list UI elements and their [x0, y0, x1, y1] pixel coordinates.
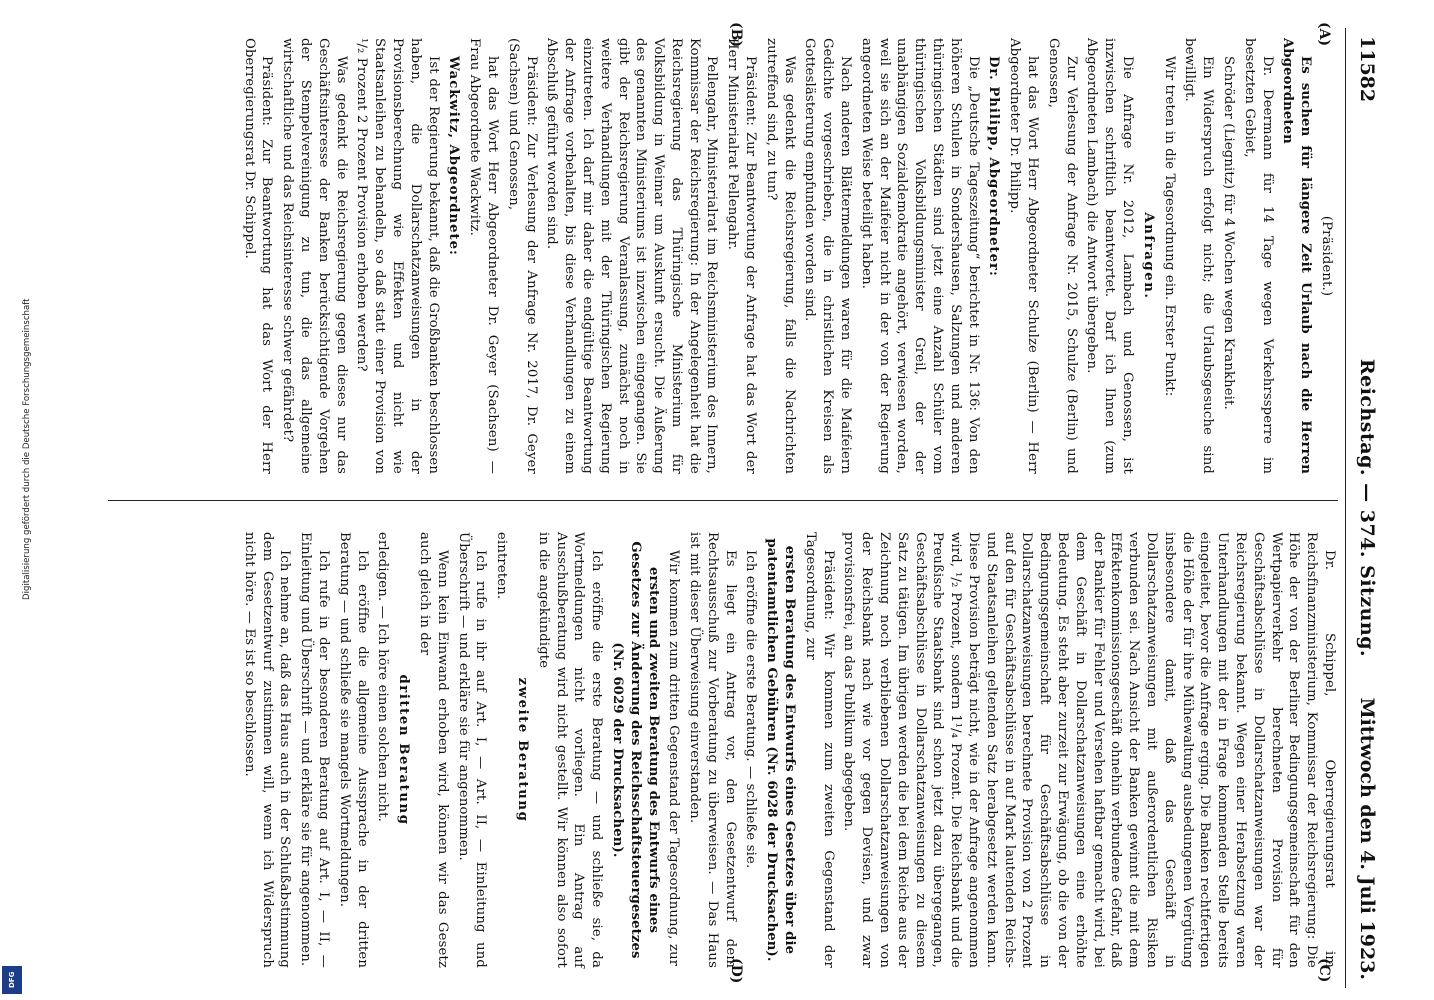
paragraph: Wir kommen zum dritten Gegenstand der Tagesordnung, zur [666, 550, 682, 967]
paragraph: Präsident: Zur Beantwortung der Anfrage hat das Wort der Herr Ministerialrat Pellengahr. [725, 38, 759, 474]
section-heading: Anfragen. [1140, 212, 1156, 300]
column-divider [108, 500, 1338, 501]
paragraph: Es suchen für längere Zeit Urlaub nach die Herren Abgeordneten [1280, 38, 1314, 474]
paragraph: Wenn kein Einwand erhoben wird, können wir das Gesetz auch gleich in der [416, 532, 450, 968]
paragraph: Pellengahr, Ministerialrat im Reichsministerium des Innern, Kommissar der Reichsregierung: In der Angelegenheit hat die Reichsregierung das Thüringische Ministerium für Volksbildung in Weimar um Auskunft ersucht. Die Äußerung des genannten Ministeriums ist inzwischen eingegangen. Sie gibt der Reichsregierung Veranlassung, zunächst noch in weitere Verhandlungen mit der Thüringischen Regierung einzutreten. Ich darf mir daher die endgültige Beantwortung der Anfrage vorbehalten, bis diese Verhandlungen zu einem Abschluß geführt worden sind. [544, 38, 720, 474]
agenda-item-heading: ersten Beratung des Entwurfs eines Gesetzes über die patentamtlichen Gebühren (Nr. 6028 der Drucksachen). [764, 538, 798, 962]
rotated-document-page [94, 22, 1384, 988]
session-date: Mittwoch den 4. Juli 1923. [1356, 697, 1378, 980]
margin-marker-b: (B) [728, 22, 744, 48]
paragraph: Ich eröffne die allgemeine Aussprache in der dritten Beratung — und schließe sie mangels Wortmeldungen. [336, 532, 370, 968]
paragraph: hat das Wort Herr Abgeordneter Dr. Geyer (Sachsen) — Frau Abgeordnete Wackwitz. [467, 38, 500, 474]
paragraph: eintreten. [494, 532, 510, 600]
right-column [108, 532, 1338, 968]
margin-marker-a: (A) [1316, 22, 1332, 47]
page-header [1345, 28, 1384, 988]
paragraph: Die „Deutsche Tageszeitung“ berichtet in Nr. 136: Von den höheren Schulen in Sondershausen, Salzungen und anderen thüringischen Städten sind jetzt eine Anzahl Schüler vom thüringischen Volksbildungsminister Greil, der der unabhängigen Sozialdemokratie angehört, verwiesen worden, weil sie sich an der Maifeier nicht in der von der Regierung angeordneten Weise beteiligt haben. [858, 38, 981, 474]
paragraph: Dr. Deermann für 14 Tage wegen Verkehrssperre im besetzten Gebiet, [1241, 38, 1275, 474]
funding-note: Digitalisierung gefördert durch die Deutsche Forschungsgemeinschaft [22, 298, 32, 600]
paragraph: Ich nehme an, daß das Haus auch in der Schlußabstimmung dem Gesetzentwurf zustimmen will, wenn ich Widerspruch nicht höre. — Es ist so beschlossen. [241, 532, 293, 968]
paragraph: Es liegt ein Antrag vor, den Gesetzentwurf dem Rechtsausschuß zur Vorberatung zu überweisen. — Das Haus ist mit dieser Überweisung einverstanden. [687, 532, 738, 968]
paragraph: Ist der Regierung bekannt, daß die Großbanken beschlossen haben, die Dollarschatzanweisungen in der Provisionsberechnung wie Effekten und nicht wie Staatsanleihen zu behandeln, so daß statt einer Provision von ¹/₂ Prozent 2 Prozent Provision erhoben werden? [354, 38, 441, 474]
digitization-footer [0, 0, 32, 1000]
agenda-item-heading: ersten und zweiten Beratung des Entwurfs eines Gesetzes zur Änderung des Reichsschaftsteuergesetzes (Nr. 6029 der Drucksachen). [609, 541, 661, 959]
paragraph: Ich rufe in der besonderen Beratung auf Art. I, — II, — Einleitung und Überschrift — und erkläre sie für angenommen. [298, 532, 331, 968]
paragraph: Dr. Schippel, Oberregierungsrat im Reichsfinanzministerium, Kommissar der Reichsregierung: Die Höhe der von der Berliner Bedingungsgemeinschaft für den Wertpapierverkehr berechneten Provision für Geschäftsabschlüsse in Dollarschatzanweisungen war der Reichsregierung bekannt. Wegen einer Herabsetzung waren Unterhandlungen mit der in Frage kommenden Stelle bereits eingeleitet, bevor die Anfrage erging. Die Banken rechtfertigen die Höhe der für ihre Mühewaltung ausbedungenen Vergütung insbesondere damit, daß das Geschäft in Dollarschatzanweisungen mit außerordentlichen Risiken verbunden sei. Nach Ansicht der Banken gewinnt die mit dem Effektenkommissionsgeschäft ohnehin verbundene Gefahr, daß der Bankier für Fehler und Versehen haftbar gemacht wird, bei dem Geschäft in Dollarschatzanweisungen eine erhöhte Bedeutung. Es steht aber zurzeit zur Erwägung, ob die von der Bedingungsgemeinschaft für Geschäftsabschlüsse in Dollarschatzanweisungen berechnete Provision von 2 Prozent auf den für Geschäftsabschlüsse in auf Mark lautenden Reichs- und Staatsanleihen geltenden Satz herabgesetzt werden kann. Diese Provision beträgt nicht, wie in der Anfrage angenommen wird, ¹/₂ Prozent, sondern 1¹/₄ Prozent. Die Reichsbank und die Preußische Staatsbank sind schon jetzt dazu übergegangen, Geschäftsabschlüsse in Dollarschatzanweisungen zu diesem Satz zu tätigen. Im übrigen werden die bei dem Reiche aus der Zeichnung noch verbliebenen Dollarschatzanweisungen von der Reichsbank nach wie vor gegen Devisen, und zwar provisionsfrei, an das Publikum abgegeben. [841, 532, 1337, 968]
speaker-line: Wackwitz, Abgeordnete: [446, 56, 462, 256]
paragraph: Schröder (Liegnitz) für 4 Wochen wegen Krankheit. [1221, 56, 1237, 410]
section-heading: dritten Beratung [396, 674, 412, 826]
paragraph: Was gedenkt die Reichsregierung, falls die Nachrichten zutreffend sind, zu tun? [763, 38, 797, 474]
margin-marker-c: (C) [1316, 958, 1332, 983]
session-title: Reichstag. — 374. Sitzung. [1356, 358, 1378, 658]
paragraph: Präsident: Wir kommen zum zweiten Gegenstand der Tagesordnung, zur [802, 532, 836, 968]
left-column [108, 38, 1338, 474]
margin-marker-d: (D) [728, 958, 744, 984]
paragraph: Zur Verlesung der Anfrage Nr. 2015, Schulze (Berlin) und Genossen, [1045, 38, 1079, 474]
paragraph: Ich eröffne die erste Beratung — und schließe sie, da Wortmeldungen nicht vorliegen. Ein Antrag auf Ausschußberatung wird nicht gestellt. Wir können also sofort in die angekündigte [535, 532, 605, 968]
paragraph: Was gedenkt die Reichsregierung gegen dieses nur das Geschäftsinteresse der Banken berücksichtigende Vorgehen der Stempelvereinigung zu tun, die das allgemeine wirtschaftliche und das Reichsinteresse schwer gefährdet? [280, 38, 349, 474]
paragraph: Die Anfrage Nr. 2012, Lambach und Genossen, ist inzwischen schriftlich beantwortet. Darf ich Ihnen (zum Abgeordneten Lambach) die Antwort übergeben. [1084, 38, 1136, 474]
paragraph: Präsident: Zur Verlesung der Anfrage Nr. 2017, Dr. Geyer (Sachsen) und Genossen, [505, 38, 539, 474]
paragraph: hat das Wort Herr Abgeordneter Schulze (Berlin) — Herr Abgeordneter Dr. Philipp. [1007, 38, 1041, 474]
speaker-continuation: (Präsident.) [1319, 215, 1334, 297]
page-number: 11582 [1356, 36, 1378, 103]
paragraph: Ein Widerspruch erfolgt nicht; die Urlaubsgesuche sind bewilligt. [1182, 38, 1216, 474]
paragraph: erledigen. — Ich höre einen solchen nicht. [375, 532, 391, 822]
paragraph: Ich rufe in ihr auf Art. I, — Art. II, — Einleitung und Überschrift — und erkläre sie für angenommen. [455, 532, 489, 968]
paragraph: Ich eröffne die erste Beratung. — schließe sie. [743, 550, 759, 869]
section-heading: zweite Beratung [514, 677, 530, 823]
speaker-line: Dr. Philipp, Abgeordneter: [986, 56, 1002, 277]
paragraph: Wir treten in die Tagesordnung ein. Erster Punkt: [1161, 56, 1177, 397]
paragraph: Nach anderen Blättermeldungen waren für die Maifeiern Gedichte vorgeschrieben, die in christlichen Kreisen als Gotteslästerung empfunden worden sind. [802, 38, 854, 474]
dfg-logo: DFG [2, 966, 22, 994]
paragraph: Präsident: Zur Beantwortung hat das Wort der Herr Oberregierungsrat Dr. Schippel. [241, 38, 275, 474]
